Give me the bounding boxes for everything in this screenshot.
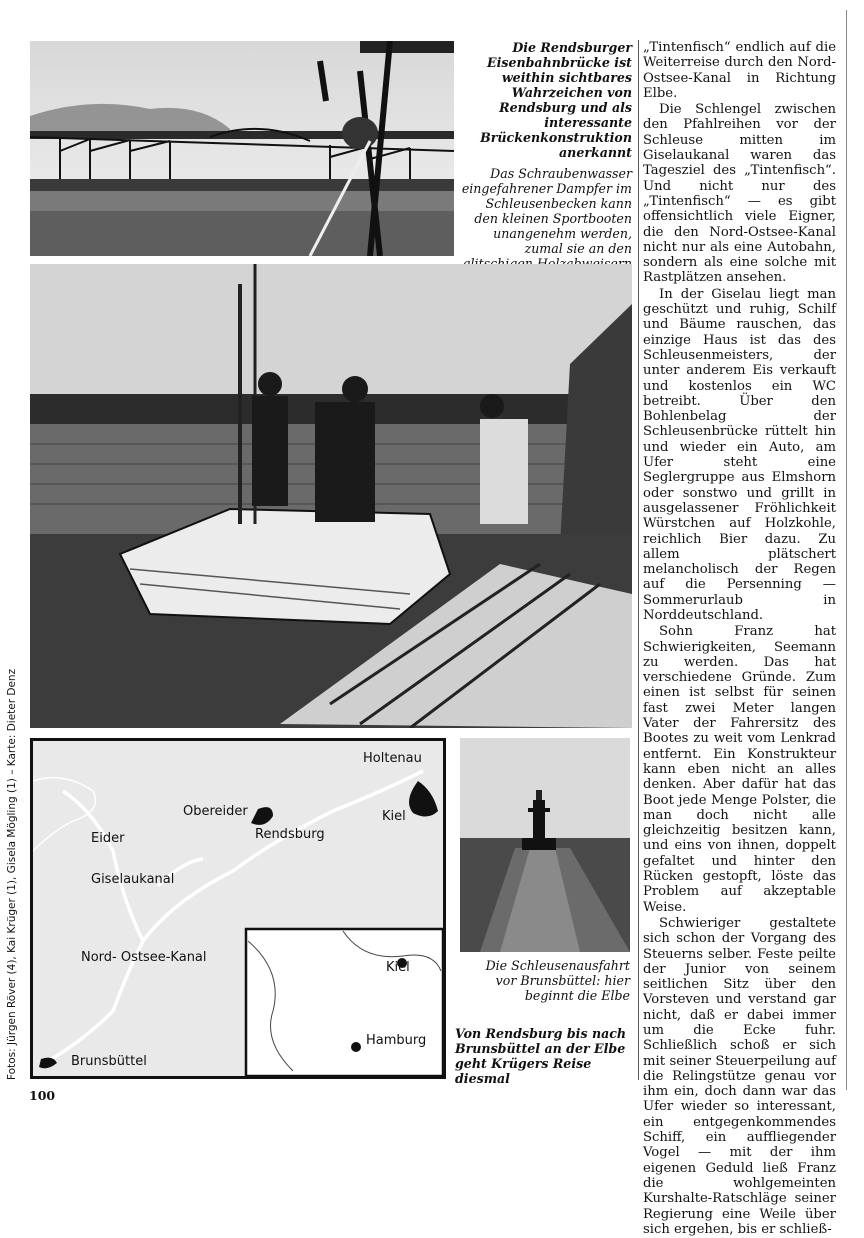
article-paragraph-2: Die Schlengel zwischen den Pfahlreihen vor der Schleuse mitten im Giselaukanal waren das Tagesziel des „Tintenfisch“. Und nicht nur des „Tintenfisch“ — es gibt offensichtlich viele Eigner, die den Nord-Ostsee-Kanal nicht nur als eine Autobahn, sondern als eine solche mit Rastplätzen ansehen. [643,102,836,286]
map-label-brunsbuettel: Brunsbüttel [71,1054,147,1069]
column-rule [638,40,639,1080]
map-label-rendsburg: Rendsburg [255,827,325,842]
map-label-giselaukanal: Giselaukanal [91,872,175,887]
bridge-photo [30,41,454,256]
map-label-nok: Nord- Ostsee-Kanal [81,950,207,965]
map-label-holtenau: Holtenau [363,751,422,766]
map-label-kiel: Kiel [382,809,406,824]
kiel-fjord [409,781,438,817]
article-paragraph-3: In der Giselau liegt man geschützt und ruhig, Schilf und Bäume rauschen, das einzige Haus ist das des Schleusenmeisters, der unter anderem Eis verkauft und kostenlos ein WC betreibt. Über den Bohlenbelag der Schleusenbrücke rüttelt hin und wieder ein Auto, am Ufer steht eine Seglergruppe aus Elmshorn oder sonstwo und grillt in ausgelassener Fröhlichkeit Würstchen auf Holzkohle, reichlich Bier dazu. Zu allem plätschert melancholisch der Regen auf die Persenning — Sommerurlaub in Norddeutschland. [643,286,836,623]
page-number: 100 [29,1088,56,1103]
entrance-caption: Die Schleusenausfahrt vor Brunsbüttel: hier beginnt die Elbe [485,958,630,1003]
article-column [643,40,836,1238]
article-paragraph-4: Sohn Franz hat Schwierigkeiten, Seemann zu werden. Das hat verschiedene Gründe. Zum einen ist selbst für seinen fast zwei Meter langen Vater der Fahrersitz des Bootes zu weit vom Lenkrad entfernt. Ein Konstrukteur kann eben nicht an alles denken. Aber dafür hat das Boot jede Menge Polster, die man doch nicht alle gleichzeitig besitzen kann, und eins von ihnen, doppelt gefaltet und hinter den Rücken gestopft, löste das Problem auf akzeptable Weise. [643,624,836,915]
map-label-obereider: Obereider [183,804,248,819]
lock-caption: Das Schraubenwasser eingefahrener Dampfer im Schleusenbecken kann den kleinen Sportbooten unangenehm werden, zumal sie an den [461,166,632,256]
map-label-eider: Eider [91,831,125,846]
route-map [30,738,446,1079]
lighthouse-photo [460,738,630,952]
photo-credits: Fotos: Jürgen Röver (4), Kai Krüger (1), Gisela Mögling (1) – Karte: Dieter Denz [6,668,18,1080]
article-paragraph-5: Schwieriger gestaltete sich schon der Vorgang des Steuerns selber. Feste peilte der Junior von seinem seitlichen Sitz über den Vorsteven und verstand gar nicht, daß er dabei immer um die Ecke fuhr. Schließlich schoß er sich mit seiner Steuerpeilung auf die Relingstütze genau vor ihm ein, doch dann war das Ufer wieder so interessant, ein entgegenkommendes Schiff, ein auffliegender Vogel — mit der ihm eigenen Geduld ließ Franz die wohlgemeinten Kurshalte-Ratschläge seiner Regierung eine Weile über sich ergehen, bis er schließ- [643,915,836,1237]
bridge-caption-block [460,40,632,292]
map-label-inset-kiel: Kiel [386,960,410,975]
page-edge-rule [846,10,847,1090]
map-label-inset-hamburg: Hamburg [366,1033,427,1048]
map-caption: Von Rendsburg bis nach Brunsbüttel an der Elbe geht Krügers Reise diesmal [455,1026,627,1086]
article-paragraph-1: „Tintenfisch“ endlich auf die Weiterreise durch den Nord-Ostsee-Kanal in Richtung Elbe. [643,40,836,101]
bridge-caption: Die Rendsburger Eisenbahnbrücke ist weithin sichtbares Wahrzeichen von Rendsburg und als interessante Brückenkonstruktion anerkannt [480,40,632,160]
lock-boat-photo [30,264,632,728]
